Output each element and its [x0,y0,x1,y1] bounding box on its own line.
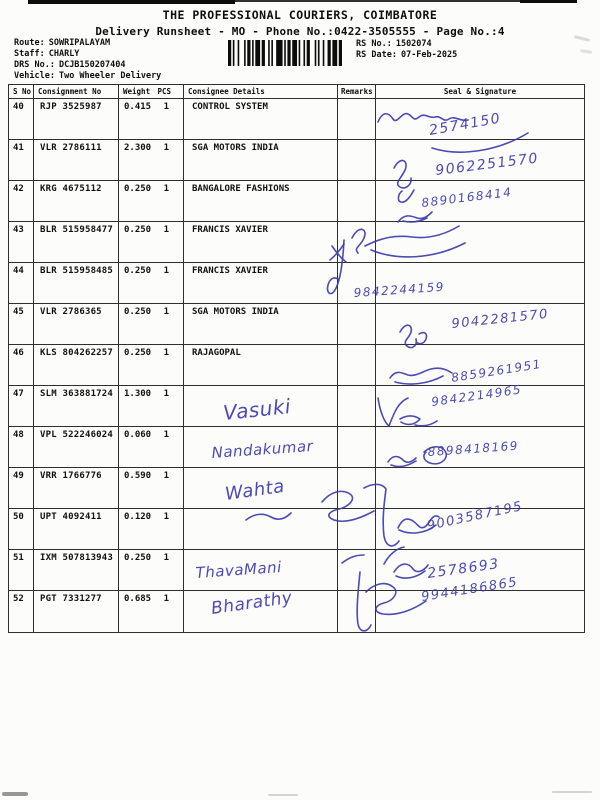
meta-left-line-3 [14,71,161,82]
cell-weight: 0.250 [124,307,152,317]
cell-remarks [338,263,376,303]
cell-remarks [338,550,376,590]
barcode-bar [276,40,282,66]
cell-pcs: 1 [163,553,169,563]
meta-left-line-0 [14,38,161,49]
table-row-50 [9,509,584,550]
cell-weight: 0.415 [124,102,152,112]
table-row-43 [9,222,584,263]
cell-weight-pcs [119,304,184,344]
barcode-bar [339,40,342,66]
barcode-bar [332,40,337,66]
cell-consignment: RJP 3525987 [34,99,119,139]
barcode-bar [252,40,254,66]
cell-weight-pcs [119,181,184,221]
cell-signature [376,509,584,549]
barcode-bar [303,40,305,66]
barcode-bar [268,40,270,66]
cell-signature [376,99,584,139]
cell-sno: 44 [9,263,34,303]
scan-artifact-top-right [520,0,577,3]
meta-label: Route: [14,38,45,48]
cell-signature [376,181,584,221]
meta-label: RS No.: [356,39,392,49]
cell-pcs: 1 [163,348,169,358]
handwritten-consignee-name-row48: Nandakumar [211,436,314,462]
barcode-bar [247,40,250,66]
handwritten-phone-number-row50: 9003587195 [425,498,525,534]
cell-consignee: RAJAGOPAL [184,345,338,385]
table-row-44 [9,263,584,304]
cell-consignment: BLR 515958477 [34,222,119,262]
cell-pcs: 1 [163,184,169,194]
cell-weight: 0.060 [124,430,152,440]
scan-artifact-top-bar [28,0,235,4]
handwritten-phone-number-row42: 8890168414 [420,184,514,210]
meta-label: Staff: [14,49,45,59]
cell-consignment: SLM 363881724 [34,386,119,426]
meta-label: Vehicle: [14,71,55,81]
handwritten-phone-number-row41: 9062251570 [434,150,540,179]
meta-value: DCJB150207404 [58,60,126,70]
cell-consignee: CONTROL SYSTEM [184,99,338,139]
header-signature: Seal & Signature [443,87,517,96]
barcode-bar [328,40,331,66]
cell-weight-pcs [119,468,184,508]
meta-value: 1502074 [395,39,432,49]
cell-consignment: KLS 804262257 [34,345,119,385]
cell-pcs: 1 [163,225,169,235]
cell-pcs: 1 [163,430,169,440]
cell-weight-pcs [119,222,184,262]
cell-consignee: FRANCIS XAVIER [184,222,338,262]
barcode-bar [255,40,260,66]
cell-weight: 0.590 [124,471,152,481]
cell-weight-pcs [119,427,184,467]
handwritten-phone-number-row40: 2574150 [427,110,503,139]
barcode-bar [323,40,325,66]
table-row-52 [9,591,584,632]
cell-sno: 49 [9,468,34,508]
cell-weight: 0.250 [124,348,152,358]
cell-remarks [338,181,376,221]
meta-value: Two Wheeler Delivery [58,71,162,81]
barcode-bar [292,40,297,66]
cell-sno: 42 [9,181,34,221]
cell-remarks [338,304,376,344]
document-title: THE PROFESSIONAL COURIERS, COIMBATORE [162,8,438,22]
table-row-49 [9,468,584,509]
cell-consignee: SGA MOTORS INDIA [184,304,338,344]
cell-weight-pcs [119,140,184,180]
document-subtitle: Delivery Runsheet - MO - Phone No.:0422-3505555 - Page No.:4 [95,25,505,38]
scan-artifact-top-line [235,0,525,2]
cell-sno: 47 [9,386,34,426]
cell-remarks [338,386,376,426]
table-row-40 [9,99,584,140]
table-row-42 [9,181,584,222]
barcode-bar [287,40,290,66]
cell-weight: 0.250 [124,553,152,563]
cell-signature [376,386,584,426]
cell-consignee [184,591,338,632]
cell-consignment: VPL 522246024 [34,427,119,467]
cell-consignee [184,468,338,508]
header-consignment: Consignment No [34,85,119,98]
meta-right-line-1 [356,50,457,61]
cell-remarks [338,427,376,467]
handwritten-consignee-name-row52: Bharathy [209,587,294,619]
table-row-46 [9,345,584,386]
cell-pcs: 1 [163,594,169,604]
handwritten-consignee-name-row47: Vasuki [222,394,293,425]
cell-weight-pcs [119,386,184,426]
handwritten-consignee-name-row51: ThavaMani [195,558,283,582]
cell-sno: 43 [9,222,34,262]
cell-weight: 0.250 [124,184,152,194]
barcode-bar [299,40,301,66]
header-consignee: Consignee Details [184,85,338,98]
scan-smudge [2,792,28,796]
cell-signature [376,468,584,508]
meta-right-line-0 [356,39,457,50]
cell-weight-pcs [119,99,184,139]
cell-sno: 50 [9,509,34,549]
barcode-bar [284,40,286,66]
cell-pcs: 1 [163,471,169,481]
cell-consignee [184,550,338,590]
cell-weight: 0.250 [124,225,152,235]
consignment-barcode [228,40,342,66]
handwritten-phone-number-row52: 9944186865 [420,574,520,605]
cell-signature [376,263,584,303]
cell-sno: 52 [9,591,34,632]
header-weight: Weight [123,87,151,96]
cell-weight: 2.300 [124,143,152,153]
header-pcs: PCS [157,87,171,96]
cell-consignee [184,427,338,467]
cell-consignee: FRANCIS XAVIER [184,263,338,303]
cell-consignment: BLR 515958485 [34,263,119,303]
cell-weight: 1.300 [124,389,152,399]
cell-pcs: 1 [163,389,169,399]
barcode-bar [233,40,235,66]
cell-consignment: VLR 2786365 [34,304,119,344]
runsheet-table [8,84,585,633]
cell-signature [376,140,584,180]
table-row-41 [9,140,584,181]
cell-weight-pcs [119,550,184,590]
cell-consignment: UPT 4092411 [34,509,119,549]
cell-weight-pcs [119,509,184,549]
cell-weight-pcs [119,345,184,385]
handwritten-phone-number-row45: 9042281570 [450,306,550,332]
meta-label: DRS No.: [14,60,55,70]
barcode-bar [244,40,246,66]
scan-smudge [268,794,298,796]
barcode-bar [271,40,273,66]
cell-consignment: VLR 2786111 [34,140,119,180]
cell-pcs: 1 [163,512,169,522]
barcode-bar [262,40,265,66]
barcode-bar [238,40,240,66]
cell-remarks [338,222,376,262]
meta-left-line-2 [14,60,161,71]
cell-sno: 40 [9,99,34,139]
scan-smudge [580,49,592,54]
meta-block-right [356,39,457,61]
cell-remarks [338,509,376,549]
cell-pcs: 1 [163,307,169,317]
cell-remarks [338,591,376,632]
cell-pcs: 1 [163,143,169,153]
cell-consignee [184,386,338,426]
meta-left-line-1 [14,49,161,60]
cell-pcs: 1 [163,102,169,112]
table-row-51 [9,550,584,591]
cell-weight: 0.120 [124,512,152,522]
table-row-47 [9,386,584,427]
handwritten-phone-number-row47: 9842214965 [430,382,523,409]
cell-weight: 0.250 [124,266,152,276]
cell-signature [376,222,584,262]
header-remarks: Remarks [338,85,376,98]
handwritten-phone-number-row51: 2578693 [426,555,501,582]
cell-weight: 0.685 [124,594,152,604]
cell-sno: 51 [9,550,34,590]
meta-value: CHARLY [48,49,80,59]
handwritten-phone-number-row48: 8898418169 [427,438,520,459]
meta-value: SOWRIPALAYAM [48,38,111,48]
barcode-bar [318,40,320,66]
cell-consignment: IXM 507813943 [34,550,119,590]
meta-label: RS Date: [356,50,397,60]
cell-signature [376,304,584,344]
cell-sno: 46 [9,345,34,385]
cell-consignee: BANGALORE FASHIONS [184,181,338,221]
barcode-bar [228,40,231,66]
cell-remarks [338,468,376,508]
meta-block-left [14,38,161,82]
table-header-row [9,85,584,99]
handwritten-phone-number-row46: 8859261951 [450,356,543,385]
cell-consignment: VRR 1766776 [34,468,119,508]
cell-signature [376,550,584,590]
cell-remarks [338,99,376,139]
handwritten-consignee-name-row49: Wahta [223,475,286,505]
header-weight-pcs [119,85,184,98]
cell-pcs: 1 [163,266,169,276]
table-row-48 [9,427,584,468]
cell-signature [376,591,584,632]
cell-sno: 48 [9,427,34,467]
cell-signature [376,427,584,467]
meta-value: 07-Feb-2025 [400,50,458,60]
barcode-bar [315,40,317,66]
cell-consignee: SGA MOTORS INDIA [184,140,338,180]
cell-consignment: PGT 7331277 [34,591,119,632]
cell-weight-pcs [119,591,184,632]
cell-remarks [338,140,376,180]
handwritten-phone-number-row44: 9842244159 [353,279,446,300]
cell-sno: 41 [9,140,34,180]
cell-sno: 45 [9,304,34,344]
cell-weight-pcs [119,263,184,303]
table-row-45 [9,304,584,345]
cell-remarks [338,345,376,385]
cell-signature [376,345,584,385]
scan-smudge [552,791,592,793]
cell-consignment: KRG 4675112 [34,181,119,221]
header-sno: S No [9,85,34,98]
barcode-bar [307,40,310,66]
cell-consignee [184,509,338,549]
